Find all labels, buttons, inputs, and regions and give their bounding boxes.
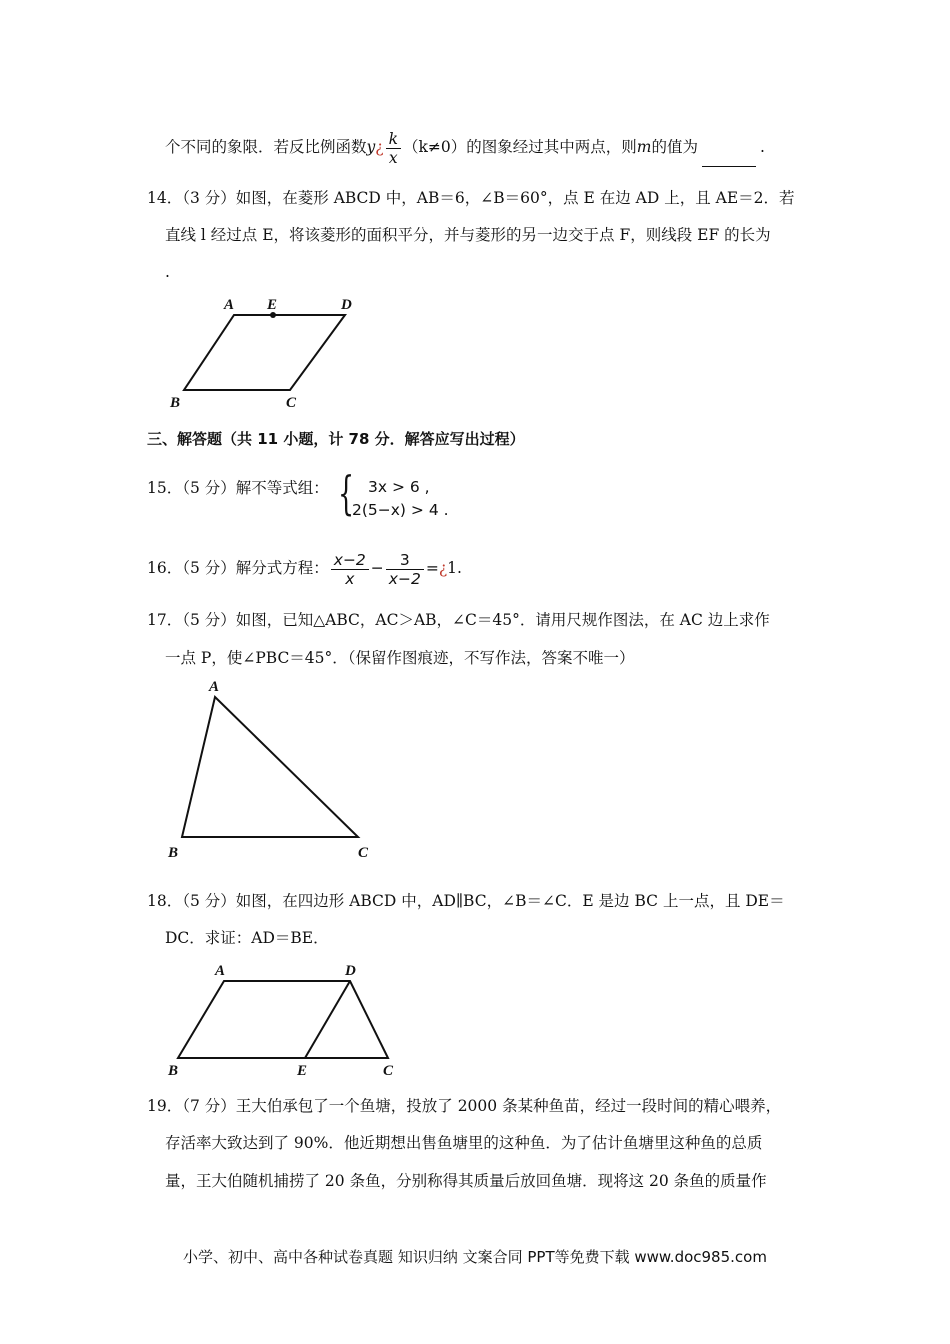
q19-line1: 19．（7 分）王大伯承包了一个鱼塘，投放了 2000 条某种鱼苗，经过一段时间的精心喂养，: [147, 1097, 782, 1115]
label-c: C: [383, 1063, 394, 1079]
label-e: E: [297, 1063, 308, 1079]
system-brace: {: [338, 466, 355, 520]
q15-row1: 3x > 6 ,: [368, 478, 430, 496]
label-b: B: [168, 1063, 179, 1079]
segment-de: [305, 981, 350, 1058]
q19-line2: 存活率大致达到了 90%．他近期想出售鱼塘里的这种鱼．为了估计鱼塘里这种鱼的总质: [165, 1134, 763, 1152]
q13-tail: 个不同的象限．若反比例函数y¿ $\frac{k}{x}$ （k≠0）的图象经过其中两点，则m的值为 .: [165, 129, 765, 167]
q17-line2: 一点 P，使∠PBC＝45°．（保留作图痕迹，不写作法，答案不唯一）: [165, 649, 635, 667]
q13-condition: （k≠0）的图象经过其中两点，则: [403, 138, 637, 156]
q13-fraction: $\frac{k}{x}$: [386, 130, 401, 167]
q17-triangle-figure: [160, 675, 390, 865]
label-a: A: [224, 297, 235, 313]
q17-line1: 17．（5 分）如图，已知△ABC，AC＞AB，∠C＝45°．请用尺规作图法，在 AC 边上求作: [147, 611, 770, 629]
q16-fraction-2: $\frac{3}{x-2}$: [386, 551, 424, 588]
q18-quadrilateral-figure: [160, 960, 410, 1080]
q13-text-before: 个不同的象限．若反比例函数: [165, 138, 367, 156]
q16: 16．（5 分）解分式方程： $\frac{x-2}{x}$ − $\frac{3}{x-2}$ =¿1.: [147, 550, 462, 588]
q18-line1: 18．（5 分）如图，在四边形 ABCD 中，AD∥BC，∠B＝∠C．E 是边 BC 上一点，且 DE＝: [147, 892, 785, 910]
q14-rhombus-figure: [160, 290, 380, 415]
q14-line2: 直线 l 经过点 E，将该菱形的面积平分，并与菱形的另一边交于点 F，则线段 EF 的长为: [165, 226, 771, 244]
q15-prefix: 15．（5 分）解不等式组：: [147, 479, 329, 497]
page-footer[interactable]: 小学、初中、高中各种试卷真题 知识归纳 文案合同 PPT等免费下载 www.doc985.com: [183, 1248, 767, 1266]
q13-text-after: 的值为: [651, 138, 698, 156]
label-c: C: [286, 395, 297, 411]
q15-row2: 2(5−x) > 4 .: [352, 501, 449, 519]
quadrilateral-abcd: [178, 981, 388, 1058]
q13-y: y: [366, 138, 376, 156]
q14-line1: 14．（3 分）如图，在菱形 ABCD 中，AB＝6，∠B＝60°，点 E 在边 AD 上，且 AE＝2．若: [147, 189, 795, 207]
q18-line2: DC．求证：AD＝BE．: [165, 929, 329, 947]
q13-answer-blank[interactable]: [702, 152, 756, 167]
triangle-abc: [182, 697, 358, 837]
label-a: A: [209, 679, 220, 695]
label-c: C: [358, 845, 369, 861]
label-a: A: [215, 963, 226, 979]
q13-odd-char: ¿: [375, 138, 384, 156]
q14-line3: .: [165, 263, 170, 281]
label-d: D: [341, 297, 352, 313]
label-d: D: [345, 963, 356, 979]
section-3-heading: 三、解答题（共 11 小题，计 78 分．解答应写出过程）: [147, 430, 525, 448]
label-e: E: [267, 297, 278, 313]
q16-fraction-1: $\frac{x-2}{x}$: [331, 551, 369, 588]
q19-line3: 量，王大伯随机捕捞了 20 条鱼，分别称得其质量后放回鱼塘．现将这 20 条鱼的质量作: [165, 1172, 767, 1190]
rhombus-abcd: [184, 315, 345, 390]
label-b: B: [168, 845, 179, 861]
q15-inequality-system: [338, 466, 478, 524]
label-b: B: [170, 395, 181, 411]
q16-prefix: 16．（5 分）解分式方程：: [147, 559, 329, 577]
